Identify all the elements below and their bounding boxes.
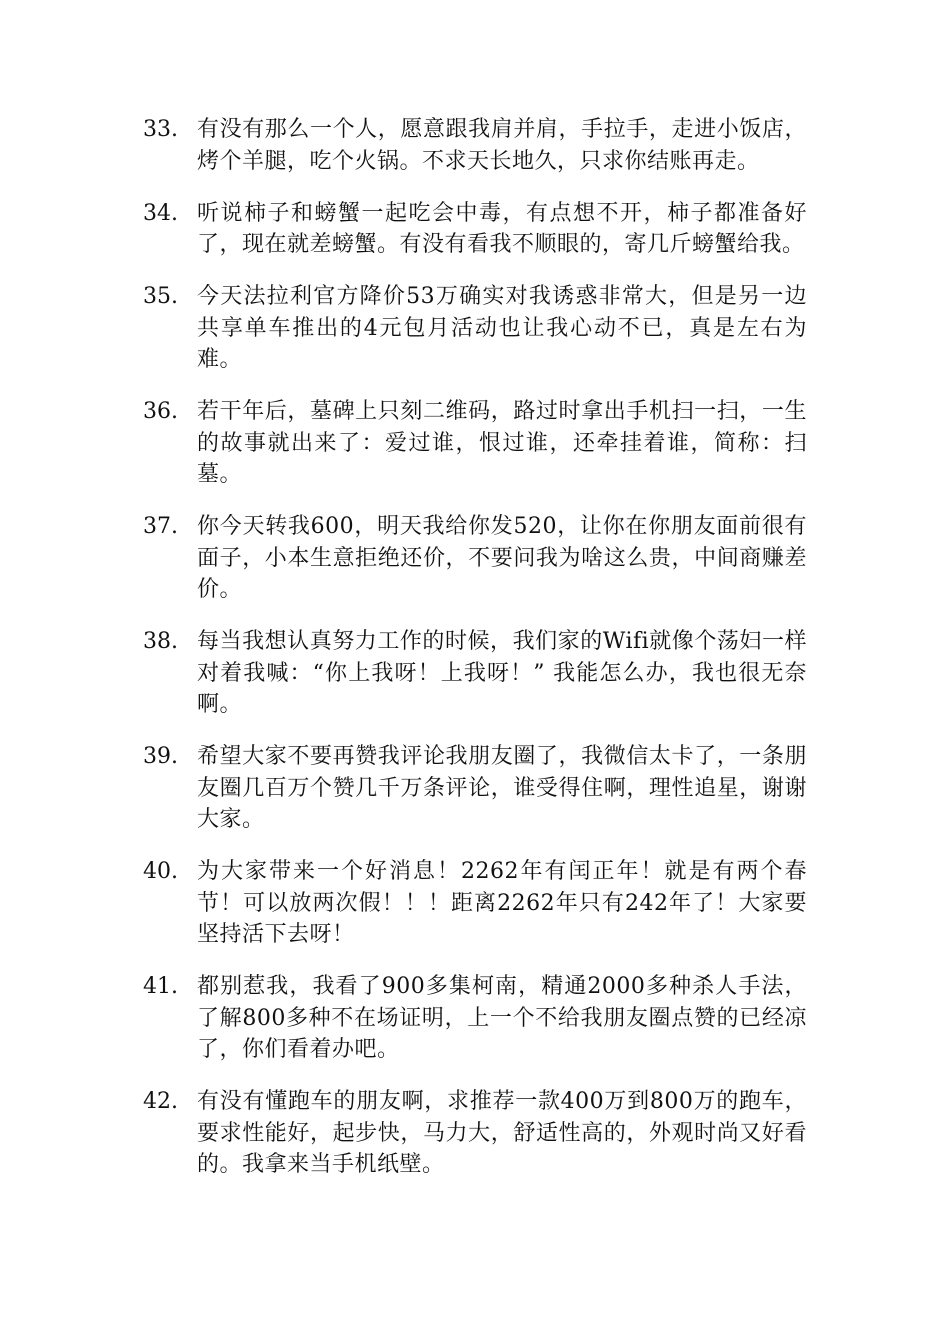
item-text: 听说柿子和螃蟹一起吃会中毒，有点想不开，柿子都准备好了，现在就差螃蟹。有没有看我不顺眼的，寄几斤螃蟹给我。 bbox=[197, 200, 807, 257]
item-text: 每当我想认真努力工作的时候，我们家的Wifi就像个荡妇一样对着我喊：“你上我呀！上我呀！” 我能怎么办，我也很无奈啊。 bbox=[197, 629, 807, 717]
list-item bbox=[143, 856, 813, 951]
item-number: 34. bbox=[143, 200, 178, 226]
list-item bbox=[143, 198, 813, 261]
item-number: 36. bbox=[143, 399, 178, 424]
joke-list bbox=[143, 114, 813, 1201]
item-text: 有没有懂跑车的朋友啊，求推荐一款400万到800万的跑车，要求性能好，起步快，马力大，舒适性高的，外观时尚又好看的。我拿来当手机纸壁。 bbox=[197, 1089, 807, 1177]
item-number: 40. bbox=[143, 859, 178, 884]
item-number: 41. bbox=[143, 974, 178, 999]
item-number: 37. bbox=[143, 514, 178, 539]
item-text: 今天法拉利官方降价53万确实对我诱惑非常大，但是另一边共享单车推出的4元包月活动也让我心动不已，真是左右为难。 bbox=[197, 284, 807, 372]
list-item bbox=[143, 281, 813, 376]
item-number: 42. bbox=[143, 1089, 178, 1114]
item-number: 33. bbox=[143, 117, 178, 142]
list-item bbox=[143, 396, 813, 491]
item-number: 38. bbox=[143, 629, 178, 654]
item-number: 39. bbox=[143, 744, 178, 769]
item-text: 若干年后，墓碑上只刻二维码，路过时拿出手机扫一扫，一生的故事就出来了：爱过谁，恨过谁，还牵挂着谁，简称：扫墓。 bbox=[197, 399, 807, 487]
item-text: 为大家带来一个好消息！2262年有闰正年！就是有两个春节！可以放两次假！！！距离2262年只有242年了！大家要坚持活下去呀！ bbox=[197, 859, 807, 947]
list-item bbox=[143, 971, 813, 1066]
item-number: 35. bbox=[143, 284, 178, 309]
item-text: 都别惹我，我看了900多集柯南，精通2000多种杀人手法，了解800多种不在场证明，上一个不给我朋友圈点赞的已经凉了，你们看着办吧。 bbox=[197, 974, 807, 1062]
item-text: 你今天转我600，明天我给你发520，让你在你朋友面前很有面子，小本生意拒绝还价，不要问我为啥这么贵，中间商赚差价。 bbox=[197, 514, 807, 602]
list-item bbox=[143, 114, 813, 177]
list-item bbox=[143, 1086, 813, 1181]
item-text: 希望大家不要再赞我评论我朋友圈了，我微信太卡了，一条朋友圈几百万个赞几千万条评论，谁受得住啊，理性追星，谢谢大家。 bbox=[197, 744, 807, 832]
list-item bbox=[143, 741, 813, 836]
item-text: 有没有那么一个人，愿意跟我肩并肩，手拉手，走进小饭店，烤个羊腿，吃个火锅。不求天长地久，只求你结账再走。 bbox=[197, 117, 807, 174]
list-item bbox=[143, 511, 813, 606]
list-item bbox=[143, 626, 813, 721]
